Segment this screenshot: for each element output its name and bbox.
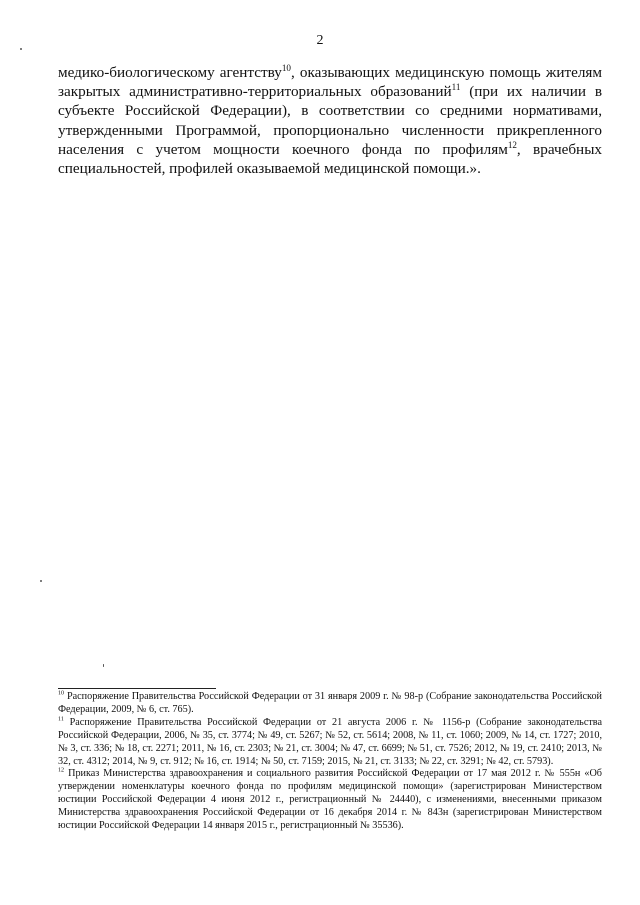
footnote-number: 12 xyxy=(58,768,65,775)
footnote-12 xyxy=(58,768,602,833)
body-text-part-4: , врачебных специальностей, профилей оказываемой медицинской помощи.». xyxy=(58,140,602,178)
page-number: 2 xyxy=(316,33,324,48)
footnote-number: 10 xyxy=(58,690,65,697)
scan-speck xyxy=(103,664,104,667)
scan-speck xyxy=(40,580,42,582)
body-text-part-2: , оказывающих медицинскую помощь жителям закрытых административно-территориальных образований xyxy=(58,64,603,101)
body-paragraph xyxy=(58,63,602,178)
footnote-11 xyxy=(58,717,602,769)
footnote-text: Распоряжение Правительства Российской Федерации от 21 августа 2006 г. № 1156-р (Собрание законодательства Российской Федерации, 2006, № 35, ст. 3774; № 49, ст. 5267; № 52, ст. 5614; 2008, № 11, ст. 1060; 2009, № 14, ст. 1727; 2010, № 3, ст. 336; № 18, ст. 2271; 2011, № 16, ст. 2303; № 21, ст. 3004; № 47, ст. 6699; № 51, ст. 7526; 2012, № 19, ст. 2410; 2013, № 32, ст. 4312; 2014, № 9, ст. 912; № 16, ст. 1914; № 50, ст. 7159; 2015, № 21, ст. 3133; № 22, ст. 3291; № 42, ст. 5793). xyxy=(58,716,602,767)
footnote-text: Приказ Министерства здравоохранения и социального развития Российской Федерации от 17 мая 2012 г. № 555н «Об утверждении номенклатуры коечного фонда по профилям медицинской помощи» (зарегистрирован Министерством юстиции Российской Федерации 4 июня 2012 г., регистрационный № 24440), с изменениями, внесенными приказом Министерства здравоохранения Российской Федерации от 16 декабря 2014 г. № 843н (зарегистрирован Министерством юстиции Российской Федерации 14 января 2015 г., регистрационный № 35536). xyxy=(58,768,602,832)
footnotes-section xyxy=(58,691,602,833)
footnote-separator xyxy=(58,688,216,689)
footnote-number: 11 xyxy=(58,716,64,723)
footnote-reference-12: 12 xyxy=(507,139,517,150)
footnote-text: Распоряжение Правительства Российской Федерации от 31 января 2009 г. № 98-р (Собрание законодательства Российской Федерации, 2009, № 6, ст. 765). xyxy=(58,691,602,715)
body-text-part-1: медико-биологическому агентству xyxy=(58,64,282,81)
footnote-reference-10: 10 xyxy=(281,62,291,73)
body-text-part-3: (при их наличии в субъекте Российской Федерации), в соответствии со средними нормативами, утвержденными Программой, пропорционально численности прикрепленного населения с учетом мощности коечного фонда по профилям xyxy=(58,83,603,158)
footnote-reference-11: 11 xyxy=(451,82,461,93)
footnote-10 xyxy=(58,691,602,717)
